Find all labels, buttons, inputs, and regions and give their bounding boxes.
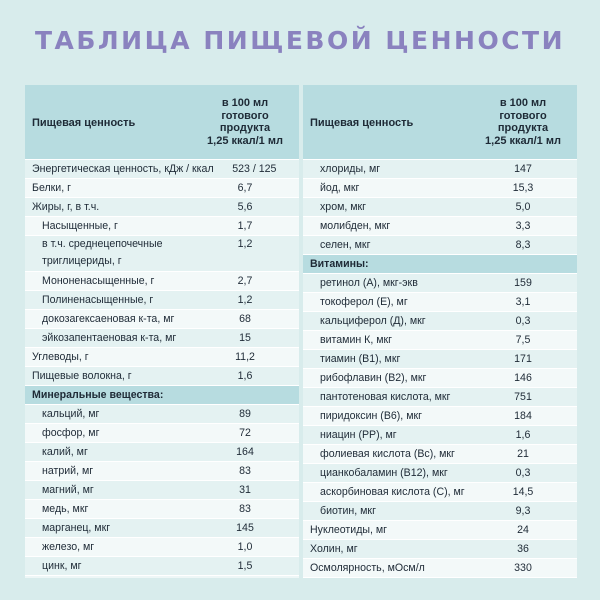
row-label-text: Нуклеотиды, мг <box>310 524 388 536</box>
table-header-left <box>25 85 299 160</box>
row-label-text: Жиры, г, в т.ч. <box>32 201 100 213</box>
row-value: 89 <box>239 408 251 420</box>
row-value: 11,2 <box>235 351 255 363</box>
table-row <box>25 310 299 329</box>
row-value: 0,3 <box>515 467 531 479</box>
row-label <box>25 446 195 458</box>
row-value: 3,3 <box>515 220 531 232</box>
table-row <box>303 464 577 483</box>
row-label-text: хром, мкг <box>320 201 367 213</box>
row-value: 147 <box>514 163 532 175</box>
row-label-text: натрий, мг <box>42 465 94 477</box>
table-row <box>25 198 299 217</box>
table-row <box>25 405 299 424</box>
header-value-line: 1,25 ккал/1 мл <box>207 134 283 147</box>
row-value: 146 <box>514 372 532 384</box>
row-label-text: селен, мкг <box>320 239 371 251</box>
rows-left <box>25 160 299 576</box>
rows-right <box>303 160 577 578</box>
table-row <box>303 331 577 350</box>
table-row <box>303 160 577 179</box>
row-label <box>25 408 195 420</box>
header-value-line: в 100 мл <box>499 97 547 109</box>
row-label <box>25 275 195 287</box>
table-row <box>25 538 299 557</box>
row-label <box>25 484 195 496</box>
row-value: 7,5 <box>515 334 531 346</box>
row-label-text: витамин К, мкг <box>320 334 393 346</box>
row-label-text: ниацин (РР), мг <box>320 429 397 441</box>
row-label <box>303 429 473 441</box>
row-label <box>25 541 195 553</box>
table-row <box>303 559 577 578</box>
row-label <box>303 163 473 175</box>
row-value: 68 <box>239 313 251 325</box>
table-row <box>303 521 577 540</box>
row-label <box>303 467 473 479</box>
row-value: 171 <box>514 353 532 365</box>
header-value <box>195 97 299 147</box>
table-header-right <box>303 85 577 160</box>
header-value-line: готового <box>221 109 269 122</box>
row-label <box>303 220 473 232</box>
row-value: 9,3 <box>515 505 531 517</box>
row-label <box>303 524 473 536</box>
row-value: 3,1 <box>515 296 531 308</box>
row-label-text: докозагексаеновая к-та, мг <box>42 313 175 325</box>
row-label <box>303 182 473 194</box>
table-row <box>303 426 577 445</box>
row-value: 21 <box>517 448 529 460</box>
row-label-text: биотин, мкг <box>320 505 376 517</box>
row-label <box>303 505 473 517</box>
table-row <box>25 236 299 272</box>
table-row <box>25 481 299 500</box>
header-value <box>473 97 577 147</box>
row-label-text: Холин, мг <box>310 543 358 555</box>
row-label-text: Белки, г <box>32 182 71 194</box>
row-label <box>25 503 195 515</box>
row-label <box>303 201 473 213</box>
header-value-line: готового <box>499 109 547 122</box>
row-value: 72 <box>239 427 251 439</box>
row-label <box>25 465 195 477</box>
nutrition-tables <box>25 85 577 578</box>
row-label-text: Пищевые волокна, г <box>32 370 132 382</box>
table-row <box>25 367 299 386</box>
row-label <box>303 543 473 555</box>
row-label <box>303 410 473 422</box>
table-row <box>25 557 299 576</box>
row-label <box>25 182 195 194</box>
table-row <box>25 179 299 198</box>
row-label-text: Энергетическая ценность, кДж / ккал <box>32 163 214 175</box>
row-label-text: магний, мг <box>42 484 94 496</box>
table-row <box>25 424 299 443</box>
row-label <box>303 391 473 403</box>
row-label-text: марганец, мкг <box>42 522 111 534</box>
table-row <box>303 540 577 559</box>
table-row <box>25 443 299 462</box>
row-label-text: тиамин (В1), мкг <box>320 353 401 365</box>
row-label-text: молибден, мкг <box>320 220 391 232</box>
row-label-text: кальций, мг <box>42 408 100 420</box>
row-label <box>303 562 473 574</box>
row-value: 1,5 <box>237 560 253 572</box>
row-label <box>25 370 195 382</box>
row-value: 15,3 <box>512 182 534 194</box>
row-label-text: токоферол (Е), мг <box>320 296 408 308</box>
row-value: 1,6 <box>515 429 531 441</box>
row-value: 523 / 125 <box>232 163 277 175</box>
row-label <box>25 313 195 325</box>
page-title: ТАБЛИЦА ПИЩЕВОЙ ЦЕННОСТИ <box>34 26 566 55</box>
row-label-text: медь, мкг <box>42 503 89 515</box>
row-label <box>303 448 473 460</box>
row-value: 14,5 <box>512 486 534 498</box>
table-row <box>25 272 299 291</box>
table-right <box>303 85 577 578</box>
row-value: 31 <box>239 484 251 496</box>
row-label-text: пантотеновая кислота, мкг <box>320 391 451 403</box>
row-value: 83 <box>239 465 251 477</box>
row-label <box>303 372 473 384</box>
table-row <box>303 293 577 312</box>
header-name: Пищевая ценность <box>32 116 136 129</box>
row-label-text: эйкозапентаеновая к-та, мг <box>42 332 177 344</box>
row-label-text: рибофлавин (В2), мкг <box>320 372 427 384</box>
section-header: Витамины: <box>303 255 577 274</box>
row-label <box>303 315 473 327</box>
row-value: 5,6 <box>237 201 253 213</box>
row-label-text: цианкобаламин (В12), мкг <box>320 467 448 479</box>
row-label-text: пиридоксин (В6), мкг <box>320 410 422 422</box>
row-label <box>303 277 473 289</box>
row-label <box>303 486 473 498</box>
row-value: 1,7 <box>237 220 253 232</box>
header-value-line: 1,25 ккал/1 мл <box>485 134 561 147</box>
row-value: 1,2 <box>237 238 253 250</box>
table-row <box>25 217 299 236</box>
row-value: 36 <box>517 543 529 555</box>
row-value: 145 <box>236 522 254 534</box>
table-row <box>303 217 577 236</box>
row-label-text: цинк, мг <box>42 560 82 572</box>
row-label <box>303 239 473 251</box>
row-value: 6,7 <box>237 182 253 194</box>
table-row <box>303 350 577 369</box>
row-label-text: фолиевая кислота (Вс), мкг <box>320 448 455 460</box>
table-row <box>303 179 577 198</box>
table-row <box>303 369 577 388</box>
row-label-text: калий, мг <box>42 446 88 458</box>
row-label-text: фосфор, мг <box>42 427 100 439</box>
header-value-line: продукта <box>219 122 271 134</box>
row-label-text: железо, мг <box>42 541 95 553</box>
row-value: 330 <box>514 562 532 574</box>
row-value: 5,0 <box>515 201 531 213</box>
row-label-text: аскорбиновая кислота (С), мг <box>320 486 465 498</box>
header-value-line: продукта <box>497 122 549 134</box>
row-label <box>25 236 195 270</box>
header-value-line: в 100 мл <box>221 97 269 109</box>
row-label-text: хлориды, мг <box>320 163 381 175</box>
table-row <box>303 312 577 331</box>
row-value: 8,3 <box>515 239 531 251</box>
row-label <box>303 296 473 308</box>
row-value: 1,2 <box>237 294 253 306</box>
row-value: 15 <box>239 332 251 344</box>
row-label-text: Углеводы, г <box>32 351 89 363</box>
table-row <box>25 500 299 519</box>
row-label-text: йод, мкг <box>320 182 360 194</box>
row-label <box>25 332 195 344</box>
row-label <box>25 220 195 232</box>
section-header: Минеральные вещества: <box>25 386 299 405</box>
header-name: Пищевая ценность <box>310 116 414 129</box>
row-value: 0,3 <box>515 315 531 327</box>
row-value: 751 <box>514 391 532 403</box>
table-row <box>303 483 577 502</box>
table-row <box>303 445 577 464</box>
table-row <box>25 348 299 367</box>
table-row <box>303 198 577 217</box>
row-label <box>25 201 195 213</box>
row-label-text: Осмолярность, мОсм/л <box>310 562 425 574</box>
row-label-text: Насыщенные, г <box>42 220 118 232</box>
table-row <box>303 274 577 293</box>
table-row <box>25 519 299 538</box>
table-left <box>25 85 299 578</box>
row-label-text: в т.ч. среднецепочечные <box>42 238 163 250</box>
row-value: 184 <box>514 410 532 422</box>
row-label-text: ретинол (А), мкг-экв <box>320 277 418 289</box>
row-label <box>25 351 195 363</box>
table-row <box>25 160 299 179</box>
table-row <box>25 329 299 348</box>
row-value: 1,6 <box>237 370 253 382</box>
row-value: 159 <box>514 277 532 289</box>
row-value: 1,0 <box>237 541 253 553</box>
row-label <box>25 427 195 439</box>
row-label-text: кальциферол (Д), мкг <box>320 315 426 327</box>
row-value: 164 <box>236 446 254 458</box>
table-row <box>25 462 299 481</box>
row-label <box>303 353 473 365</box>
row-value: 2,7 <box>237 275 253 287</box>
row-label <box>25 163 214 175</box>
table-row <box>303 407 577 426</box>
row-label <box>25 560 195 572</box>
row-label <box>25 294 195 306</box>
table-row <box>303 236 577 255</box>
table-row <box>25 291 299 310</box>
row-label <box>303 334 473 346</box>
row-value: 83 <box>239 503 251 515</box>
table-row <box>303 502 577 521</box>
row-label-text: Полиненасыщенные, г <box>42 294 154 306</box>
table-row <box>303 388 577 407</box>
row-label-text-2: триглицериды, г <box>42 255 122 267</box>
row-label <box>25 522 195 534</box>
row-value: 24 <box>517 524 529 536</box>
row-label-text: Мононенасыщенные, г <box>42 275 155 287</box>
